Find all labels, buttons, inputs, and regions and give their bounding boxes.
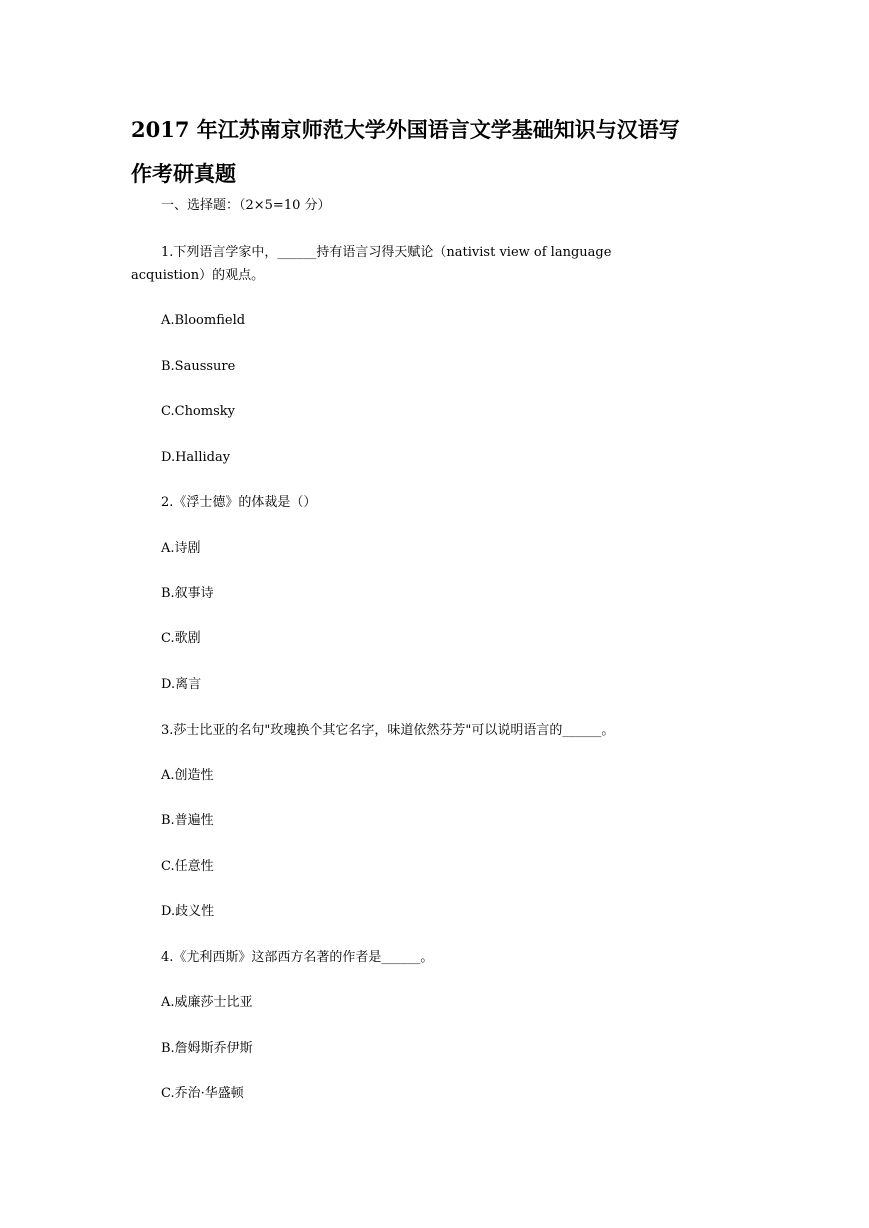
- question-2-option-d: D.离言: [161, 677, 202, 692]
- document-title-line-1: 2017 年江苏南京师范大学外国语言文学基础知识与汉语写: [131, 117, 680, 142]
- question-1-option-a: A.Bloomfield: [161, 313, 246, 328]
- question-4-option-c: C.乔治·华盛顿: [161, 1086, 244, 1101]
- question-1-option-b: B.Saussure: [161, 359, 236, 374]
- document-title-line-2: 作考研真题: [131, 161, 236, 186]
- question-1-stem: 1.下列语言学家中，______持有语言习得天赋论（nativist view of language: [161, 245, 612, 260]
- question-2-option-c: C.歌剧: [161, 631, 201, 646]
- question-1-option-d: D.Halliday: [161, 450, 231, 465]
- question-1-stem-continued: acquistion）的观点。: [131, 268, 265, 283]
- question-3-option-c: C.任意性: [161, 859, 214, 874]
- question-1-option-c: C.Chomsky: [161, 404, 235, 419]
- question-2-stem: 2.《浮士德》的体裁是（）: [161, 495, 317, 510]
- question-3-option-d: D.歧义性: [161, 904, 215, 919]
- question-2-option-b: B.叙事诗: [161, 586, 214, 601]
- question-4-option-b: B.詹姆斯乔伊斯: [161, 1041, 253, 1056]
- question-3-stem: 3.莎士比亚的名句"玫瑰换个其它名字，味道依然芬芳"可以说明语言的______。: [161, 723, 615, 738]
- question-3-option-a: A.创造性: [161, 768, 214, 783]
- question-4-option-a: A.威廉莎士比亚: [161, 995, 253, 1010]
- section-header: 一、选择题：（2×5=10 分）: [161, 198, 331, 213]
- question-3-option-b: B.普遍性: [161, 813, 214, 828]
- question-4-stem: 4.《尤利西斯》这部西方名著的作者是______。: [161, 950, 434, 965]
- question-2-option-a: A.诗剧: [161, 541, 201, 556]
